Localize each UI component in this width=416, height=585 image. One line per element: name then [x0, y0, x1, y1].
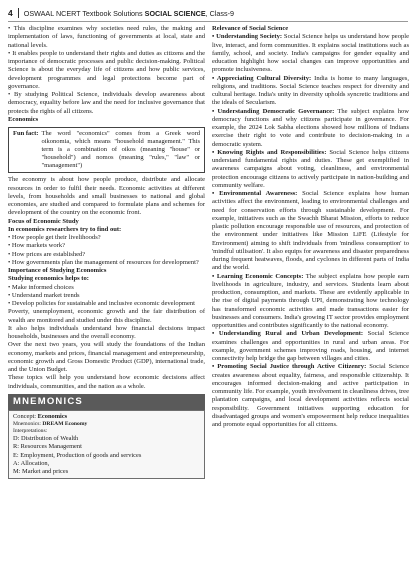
point-title: • Appreciating Cultural Diversity: [212, 74, 312, 82]
point-text: The subject explains how democracy functions and why citizens participate in governance. For example, the 2024 Lok Sabha elections showed how millions of Indians exercise their right to vote and contribute to decision-making in a democratic system. [212, 107, 410, 148]
mnemonic-value: DREAM Economy [42, 421, 88, 428]
running-title-subject: SOCIAL SCIENCE [144, 8, 206, 18]
page-header [8, 6, 408, 20]
point-text: The subject explains how people earn livelihoods in agriculture, industry, and services. Students learn about production, consumption, and markets. These are evidently applicable in the rise of digital payments through UPI, demonstrating how technology has transformed economic activities and made transactions easier for businesses and consumers. India's growing IT sector provides employment opportunities and contributes significantly to the national economy. [212, 272, 410, 329]
point-democratic-governance [212, 108, 409, 149]
mnemonics-box [8, 410, 205, 479]
list-item: • How prices are established? [8, 250, 86, 258]
point-text: Social Science helps us understand how people live, interact, and form communities. It explains social institutions such as family, school, and society. India's campaigns for gender equality and education highlight how social changes can improve opportunities and promote inclusiveness. [212, 33, 409, 74]
point-economic-concepts [212, 273, 409, 331]
fun-fact-label: Fun fact: [13, 130, 39, 137]
point-social-justice [212, 363, 409, 429]
point-rights-responsibilities [212, 149, 409, 190]
point-text: India is home to many languages, religions, and traditions. Social Science teaches respect for diversity and cultural heritage. India's unity in diversity upholds syncretic traditions and the ideals of Secularism. [212, 74, 409, 107]
paragraph: Over the next two years, you will study the foundations of the Indian economy, markets and prices, financial management and entrepreneurship, economic growth and Gross Domestic Product (GDP), international trade, and the Union Budget. [8, 341, 205, 374]
list-item: • Understand market trends [8, 291, 80, 299]
point-title: • Environmental Awareness: [212, 190, 298, 197]
subheading-focus: Focus of Economic Study [8, 217, 79, 225]
list-item: • How governments plan the management of resources for development? [8, 258, 199, 266]
list-item: • Develop policies for sustainable and inclusive economic development [8, 300, 196, 308]
list-item: • How people get their livelihoods? [8, 234, 101, 242]
paragraph: These topics will help you understand how economic decisions affect individuals, communities, and the nation as a whole. [8, 374, 205, 390]
list-item: • Make informed choices [8, 283, 74, 291]
header-rule [8, 21, 408, 22]
point-title: • Understanding Society: [212, 33, 283, 41]
point-cultural-diversity [212, 75, 409, 108]
paragraph: • This discipline examines why societies need rules, the making and implementation of laws, functioning of governments at local, state and national levels. [8, 25, 205, 49]
mnemonic-item: M: Market and prices [13, 467, 69, 475]
point-text: Social Science creates awareness about equality, fairness, and responsible citizenship. It encourages informed decision-making and active participation in community life. For example, youth involvement in cleanliness drives, tree plantation campaigns, and local development activities reflects social responsibility. Government initiatives supporting education for disadvantaged groups and women's empowerment help reduce inequalities and promote equal opportunities for all citizens. [212, 363, 409, 428]
mnemonic-item: E: Employment, Production of goods and services [13, 451, 142, 459]
running-title-class: , Class-9 [205, 8, 234, 18]
fun-fact-text: The word "economics" comes from a Greek word oikonomia, which means "household management." This term is a combination of oikos (meaning "house" or "household") and nomos (meaning "rules," "law" or "management") [41, 130, 200, 170]
paragraph: The economy is about how people produce, distribute and allocate resources in order to fulfil their needs. Economic activities at different levels, from households and small businesses to national and global economies, are studied and compared to formulate plans and schemes for development of the country on the economic front. [8, 176, 205, 217]
mnemonic-concept [13, 413, 200, 421]
mnemonic-item: D: Distribution of Wealth [13, 435, 79, 443]
point-title: • Understanding Democratic Governance: [212, 107, 335, 115]
left-column [8, 25, 205, 479]
point-rural-urban [212, 330, 409, 363]
running-title [24, 9, 234, 18]
subheading-importance: Importance of Studying Economics [8, 267, 107, 275]
paragraph: • By studying Political Science, individuals develop awareness about democracy, equality before law and the need for inclusive governance that protects the rights of all citizens. [8, 91, 205, 115]
point-environmental-awareness [212, 190, 409, 273]
concept-value: Economics [37, 412, 68, 420]
list-item: • How markets work? [8, 242, 66, 250]
subheading-researchers: In economics researchers try to find out: [8, 225, 122, 233]
paragraph: It also helps individuals understand how financial decisions impact households, businesses and the overall economy. [8, 324, 205, 341]
fun-fact-box [8, 127, 205, 173]
mnemonic-label: Mnemonics: [13, 421, 43, 428]
header-divider [18, 8, 19, 18]
point-title: • Learning Economic Concepts: [212, 272, 304, 280]
point-understanding-society [212, 33, 409, 74]
point-text: Social Science explains how human activities affect the environment, leading to environmental challenges and need for conservation efforts through sustainable development. For example, initiatives such as the Swachh Bharat Mission, efforts to reduce plastic pollution encourage responsible use of resources, and protection of the environment under initiatives like Mission LiFE (Lifestyle for Environment) aiming to shift individuals from 'mindless consumption' to 'mindful utilisation'. It also equips for awareness and disaster preparedness during frequent heatwaves, floods, and cyclones in different parts of India and the world. [212, 190, 409, 272]
point-title: • Knowing Rights and Responsibilities: [212, 148, 327, 156]
mnemonic-line [13, 421, 200, 428]
section-heading-relevance: Relevance of Social Science [212, 25, 289, 32]
subheading-helps: Studying economics helps to: [8, 275, 89, 283]
section-heading-economics: Economics [8, 115, 39, 123]
paragraph: Poverty, unemployment, economic growth and the fair distribution of wealth are monitored and studied under this discipline. [8, 308, 205, 324]
point-title: • Promoting Social Justice through Active Citizenry: [212, 363, 367, 371]
paragraph: • It enables people to understand their rights and duties as citizens and the importance of democratic processes and public decision-making. Political Science is about the everyday life of citizens and how public services, development programmes and legal protections become part of governance. [8, 49, 205, 90]
mnemonic-item: R: Resources Management [13, 443, 82, 451]
point-title: • Understanding Rural and Urban Development: [212, 330, 364, 338]
point-text: Social Science helps citizens understand fundamental rights and duties. These get exemplified in awareness campaigns about voting, cleanliness, and environmental protection encourage citizens to actively participate in nation-building and community welfare. [212, 148, 409, 189]
running-title-plain: OSWAAL NCERT Textbook Solutions [23, 8, 145, 18]
mnemonics-banner: MNEMONICS [8, 394, 205, 410]
interpretations-label: Interpretations: [13, 428, 48, 435]
concept-label: Concept: [13, 412, 38, 420]
right-column [212, 25, 409, 429]
page-number: 4 [8, 8, 13, 18]
mnemonic-item: A: Allocation, [13, 459, 50, 467]
point-text: Social Science examines challenges and opportunities in rural and urban areas. For example, government schemes improving roads, housing, and internet connectivity help bridge the gap between villages and cities. [212, 330, 409, 362]
